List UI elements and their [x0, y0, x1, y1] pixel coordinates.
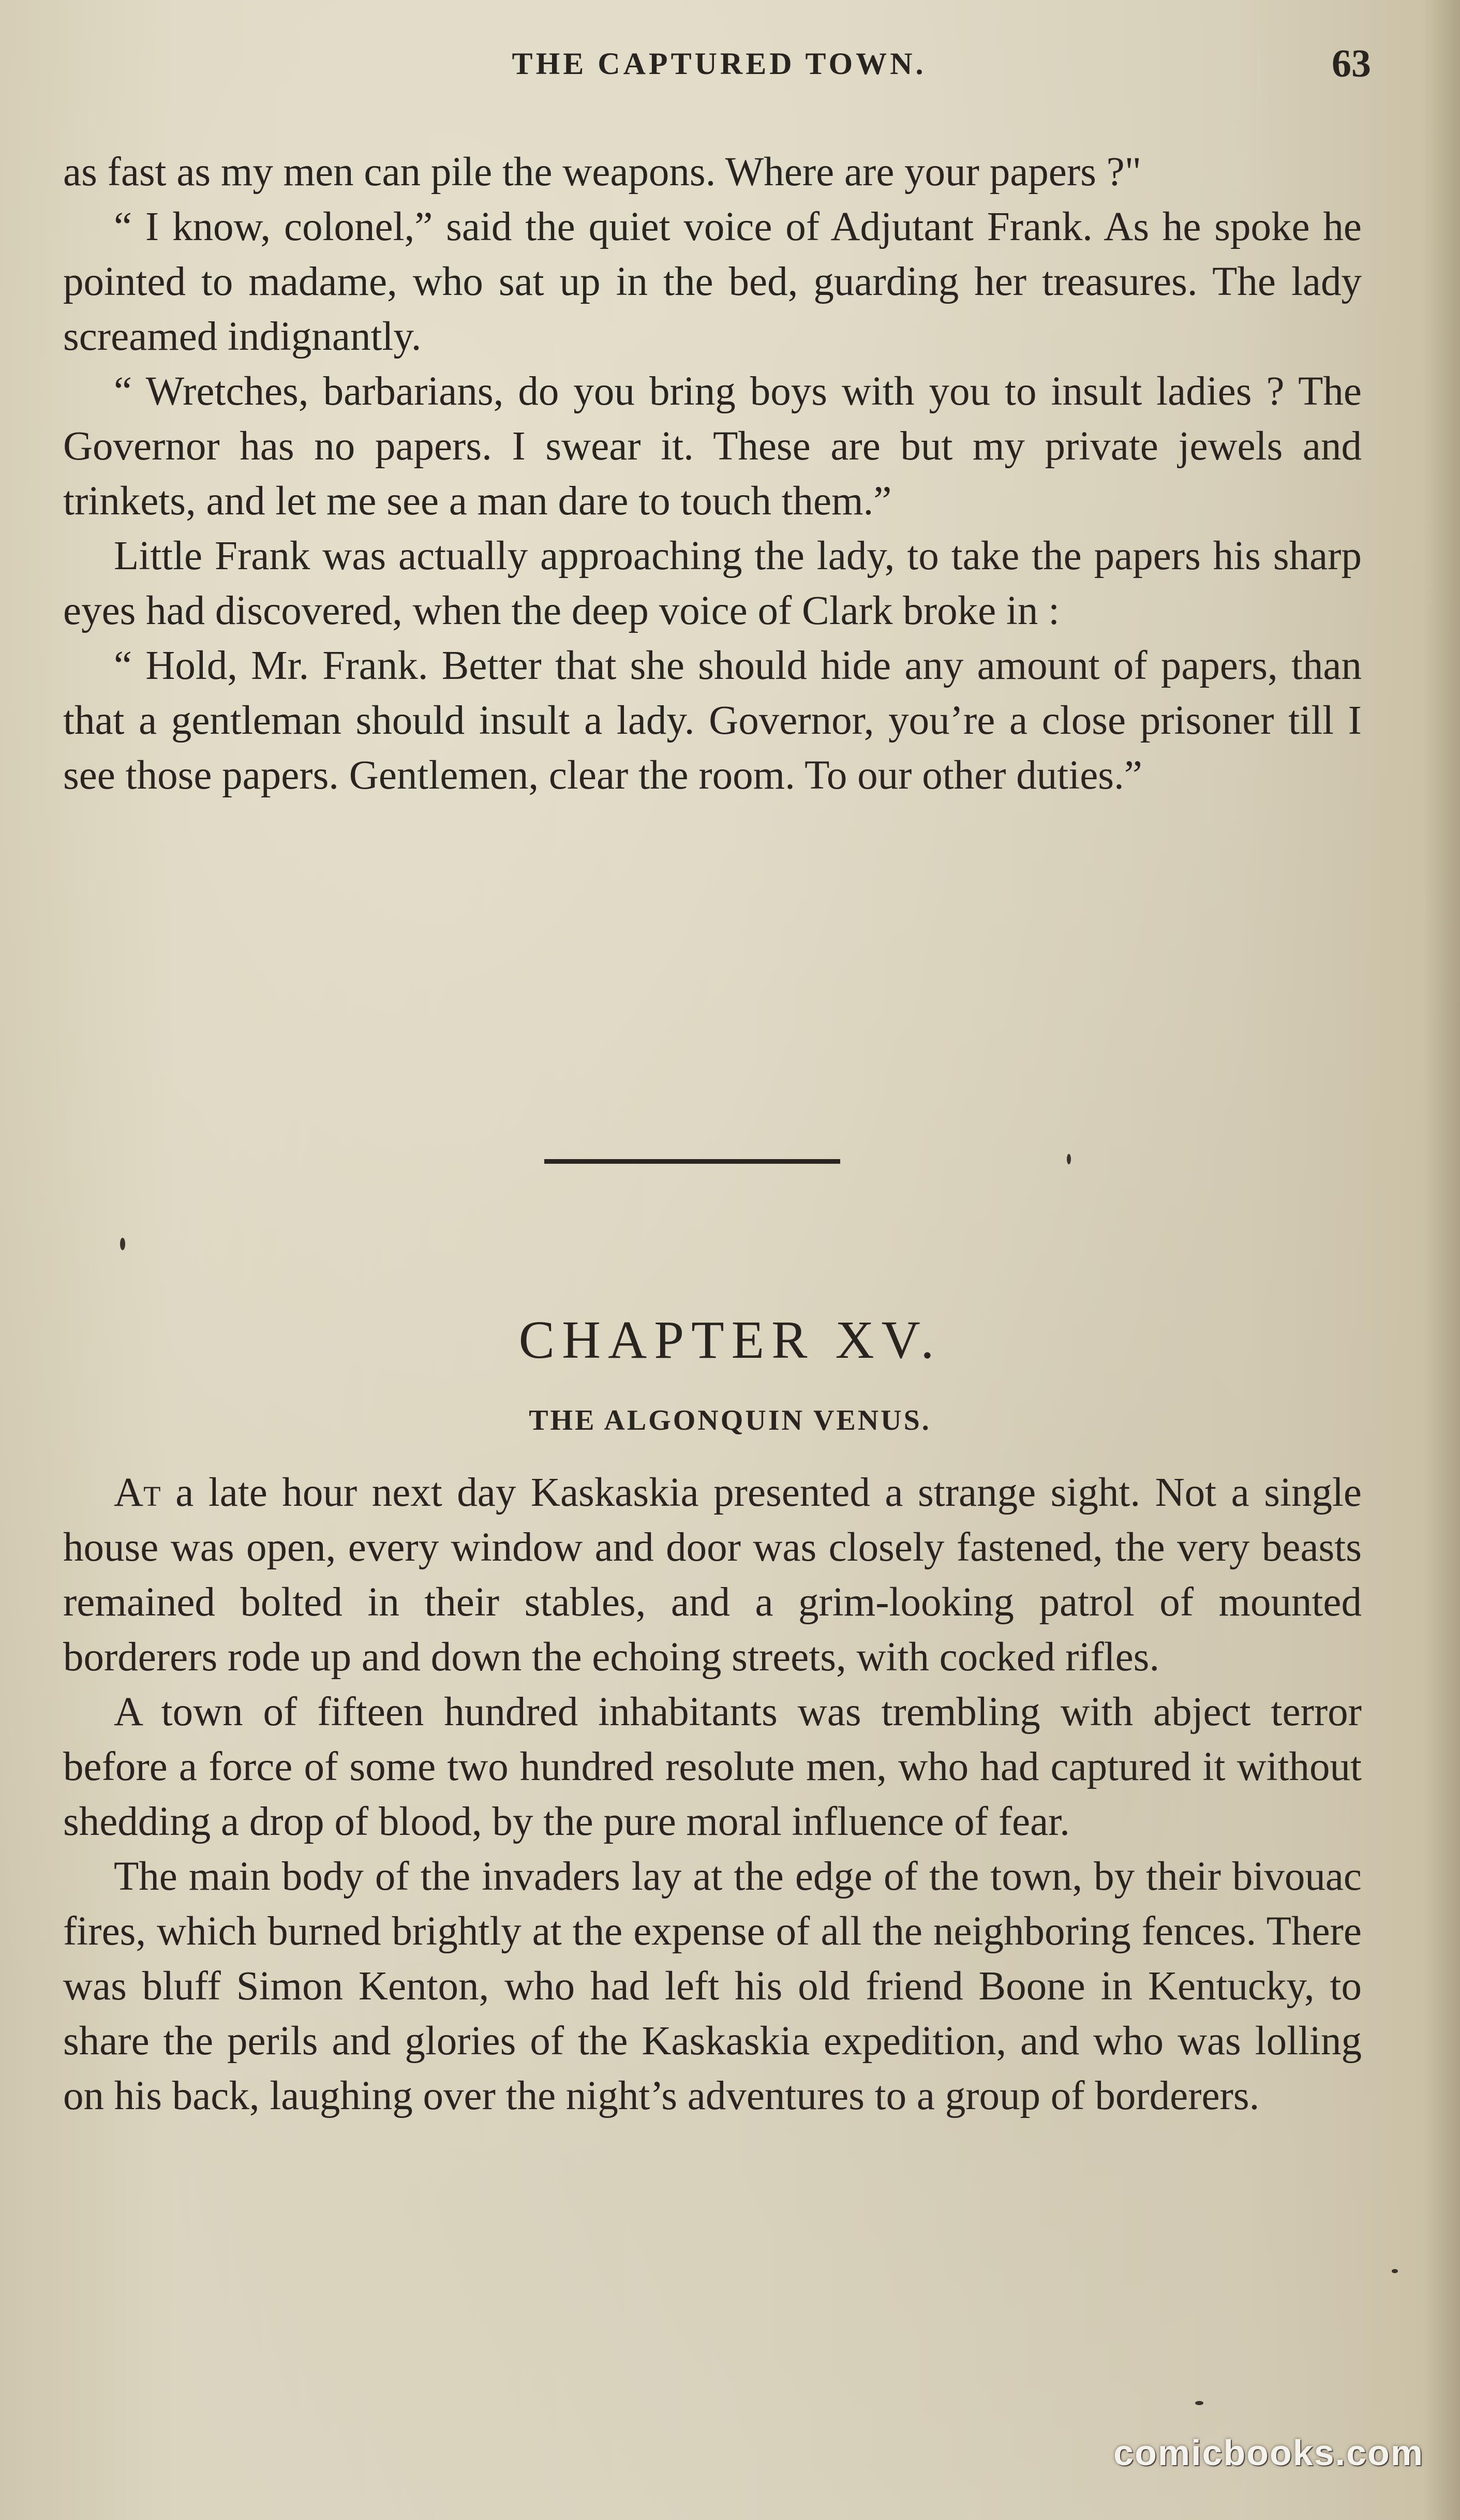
text-block-chapter-start — [63, 1465, 1362, 2124]
ink-speck — [120, 1238, 125, 1250]
paragraph: Little Frank was actually approaching the lady, to take the papers his sharp eyes had discovered, when the deep voice of Clark broke in : — [63, 533, 1362, 633]
opening-word: At — [114, 1470, 161, 1515]
paragraph: as fast as my men can pile the weapons. Where are your papers ?" — [63, 150, 1141, 195]
ink-speck — [1195, 2401, 1203, 2405]
page-number: 63 — [1332, 42, 1371, 85]
paragraph: “ Wretches, barbarians, do you bring boys with you to insult ladies ? The Governor has no papers. I swear it. These are but my private jewels and trinkets, and let me see a man dare to touch them.” — [63, 369, 1362, 524]
opening-paragraph — [63, 1465, 1362, 1685]
section-divider-rule — [544, 1159, 840, 1164]
opening-paragraph-text: a late hour next day Kaskaskia presented a strange sight. Not a single house was open, every window and door was closely fastened, the very beasts remained bolted in their stables, and a grim-looking patrol of mounted borderers rode up and down the echoing streets, with cocked rifles. — [63, 1470, 1362, 1680]
paragraph: The main body of the invaders lay at the edge of the town, by their bivouac fires, which burned brightly at the expense of all the neighboring fences. There was bluff Simon Kenton, who had left his old friend Boone in Kentucky, to share the perils and glories of the Kaskaskia expedition, and who was lolling on his back, laughing over the night’s adventures to a group of borderers. — [63, 1854, 1362, 2118]
text-block-chapter-end — [63, 145, 1362, 803]
ink-speck — [1392, 2269, 1398, 2273]
running-title: THE CAPTURED TOWN. — [512, 47, 927, 81]
chapter-heading: CHAPTER XV. — [518, 1310, 942, 1370]
paragraph: “ I know, colonel,” said the quiet voice of Adjutant Frank. As he spoke he pointed to madame, who sat up in the bed, guarding her treasures. The lady screamed indignantly. — [63, 204, 1362, 359]
chapter-subtitle: THE ALGONQUIN VENUS. — [529, 1404, 931, 1436]
paragraph: A town of fifteen hundred inhabitants was trembling with abject terror before a force of some two hundred resolute men, who had captured it without shedding a drop of blood, by the pure moral influence of fear. — [63, 1689, 1362, 1844]
paragraph: “ Hold, Mr. Frank. Better that she should hide any amount of papers, than that a gentleman should insult a lady. Governor, you’re a close prisoner till I see those papers. Gentlemen, clear the room. To our other duties.” — [63, 643, 1362, 798]
ink-speck — [1067, 1154, 1071, 1164]
running-header — [67, 40, 1371, 87]
site-watermark: comicbooks.com — [1113, 2433, 1424, 2473]
page-edge-shadow — [1424, 0, 1460, 2520]
